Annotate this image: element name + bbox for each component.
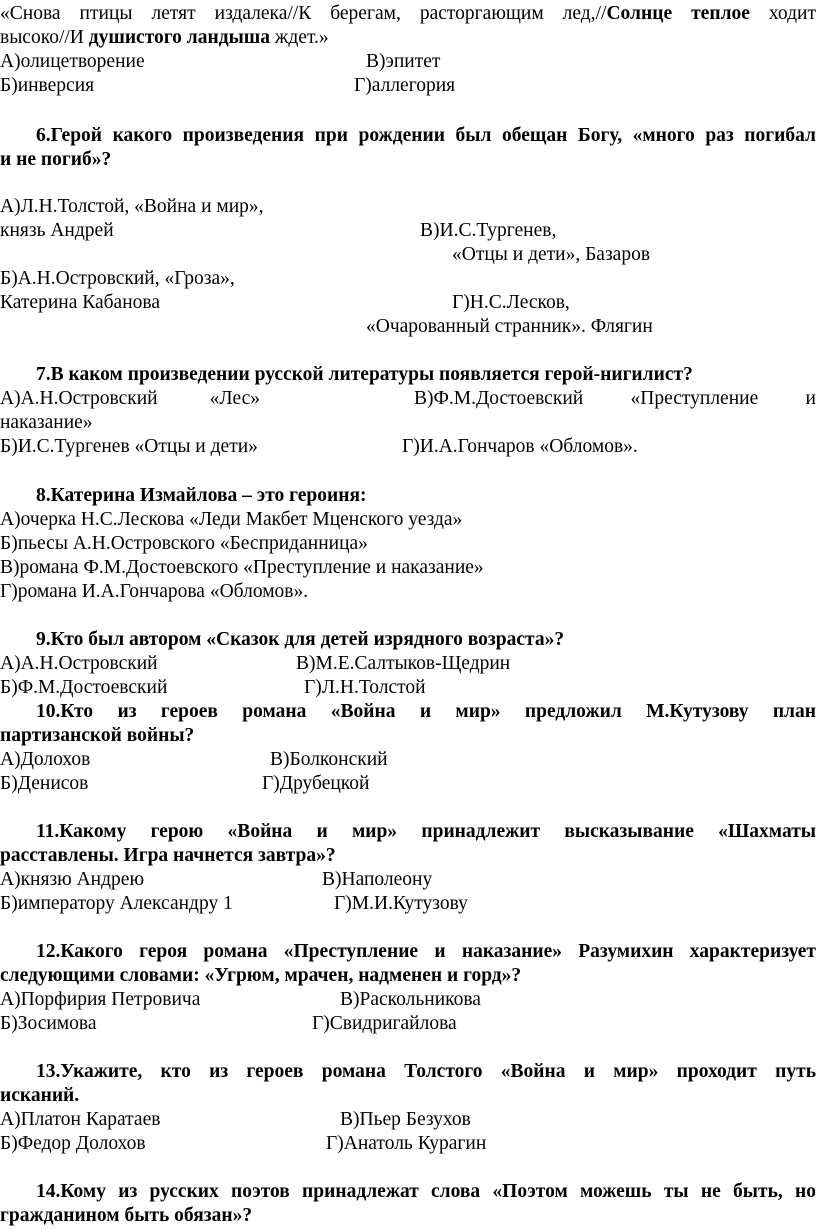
q13-title-line1: 13.Укажите, кто из героев романа Толстого «Война и мир» проходит путь <box>36 1061 816 1082</box>
q12-title-line2: следующими словами: «Угрюм, мрачен, надменен и горд»? <box>0 965 522 986</box>
q6-option-v-line2: «Отцы и дети», Базаров <box>452 244 651 265</box>
q14-title-line1: 14.Кому из русских поэтов принадлежат слова «Поэтом можешь ты не быть, но <box>36 1181 816 1202</box>
q12-option-b: Б)Зосимова <box>0 1013 97 1034</box>
q11-option-a: А)князю Андрею <box>0 869 145 890</box>
q13-option-b: Б)Федор Долохов <box>0 1133 146 1154</box>
q7-option-v-line1: В)Ф.М.Достоевский «Преступление и <box>414 388 816 409</box>
q7-option-a: А)А.Н.Островский «Лес» <box>0 388 260 409</box>
q8-option-b: Б)пьесы А.Н.Островского «Бесприданница» <box>0 533 368 554</box>
q9-title: 9.Кто был автором «Сказок для детей изрядного возраста»? <box>36 629 565 650</box>
q5-option-b: Б)инверсия <box>0 75 95 96</box>
q11-option-g: Г)М.И.Кутузову <box>334 893 468 914</box>
q9-option-v: В)М.Е.Салтыков-Щедрин <box>296 653 511 674</box>
q12-option-v: В)Раскольникова <box>340 989 481 1010</box>
q10-option-b: Б)Денисов <box>0 773 89 794</box>
q5-bold-phrase: Солнце теплое <box>606 3 750 24</box>
q11-option-b: Б)императору Александру 1 <box>0 893 233 914</box>
q8-option-g: Г)романа И.А.Гончарова «Обломов». <box>0 581 309 602</box>
q11-option-v: В)Наполеону <box>322 869 433 890</box>
q5-text-line2 <box>0 26 816 50</box>
q6-option-b-line2: Катерина Кабанова <box>0 292 160 313</box>
q12-option-g: Г)Свидригайлова <box>312 1013 457 1034</box>
q12-title-line1: 12.Какого героя романа «Преступление и наказание» Разумихин характеризует <box>36 941 816 962</box>
q7-option-b: Б)И.С.Тургенев «Отцы и дети» <box>0 436 258 457</box>
q14-title-line2: гражданином быть обязан»? <box>0 1205 253 1226</box>
q11-title-line1: 11.Какому герою «Война и мир» принадлежит высказывание «Шахматы <box>36 821 816 842</box>
q5-text: «Снова птицы летят издалека//К берегам, расторгающим лед,// <box>0 3 607 24</box>
q9-option-a: А)А.Н.Островский <box>0 653 158 674</box>
q6-option-a-line1: А)Л.Н.Толстой, «Война и мир», <box>0 196 264 217</box>
q10-option-g: Г)Друбецкой <box>262 773 370 794</box>
q9-option-g: Г)Л.Н.Толстой <box>304 677 426 698</box>
q6-option-b-line1: Б)А.Н.Островский, «Гроза», <box>0 268 235 289</box>
q13-option-v: В)Пьер Безухов <box>340 1109 471 1130</box>
q7-option-v-line2: наказание» <box>0 412 93 433</box>
q5-text: ждет.» <box>270 27 329 48</box>
q6-title-line1: 6.Герой какого произведения при рождении был обещан Богу, «много раз погибал <box>36 125 816 146</box>
q8-option-v: В)романа Ф.М.Достоевского «Преступление и наказание» <box>0 557 484 578</box>
q7-title: 7.В каком произведении русской литературы появляется герой-нигилист? <box>36 364 693 385</box>
q6-option-g-line2: «Очарованный странник». Флягин <box>366 316 653 337</box>
q6-title-line2: и не погиб»? <box>0 149 112 170</box>
q6-option-g-line1: Г)Н.С.Лесков, <box>452 292 570 313</box>
q5-text: высоко//И <box>0 27 89 48</box>
q5-text: ходит <box>749 3 816 24</box>
q10-option-a: А)Долохов <box>0 749 91 770</box>
q5-option-a: А)олицетворение <box>0 51 145 72</box>
q13-option-a: А)Платон Каратаев <box>0 1109 161 1130</box>
q5-text-line1 <box>0 2 816 26</box>
q5-option-v: В)эпитет <box>366 51 441 72</box>
q11-title-line2: расставлены. Игра начнется завтра»? <box>0 845 336 866</box>
q6-option-v-line1: В)И.С.Тургенев, <box>420 220 557 241</box>
q9-option-b: Б)Ф.М.Достоевский <box>0 677 168 698</box>
q8-option-a: А)очерка Н.С.Лескова «Леди Макбет Мценского уезда» <box>0 509 463 530</box>
q10-option-v: В)Болконский <box>270 749 388 770</box>
q5-option-g: Г)аллегория <box>354 75 456 96</box>
q7-option-g: Г)И.А.Гончаров «Обломов». <box>402 436 638 457</box>
q10-title-line2: партизанской войны? <box>0 725 195 746</box>
q6-option-a-line2: князь Андрей <box>0 220 114 241</box>
q8-title: 8.Катерина Измайлова – это героиня: <box>36 485 367 506</box>
q13-option-g: Г)Анатоль Курагин <box>326 1133 487 1154</box>
q13-title-line2: исканий. <box>0 1085 80 1106</box>
q5-bold-phrase: душистого ландыша <box>88 27 271 48</box>
q10-title-line1: 10.Кто из героев романа «Война и мир» предложил М.Кутузову план <box>36 701 816 722</box>
q12-option-a: А)Порфирия Петровича <box>0 989 201 1010</box>
